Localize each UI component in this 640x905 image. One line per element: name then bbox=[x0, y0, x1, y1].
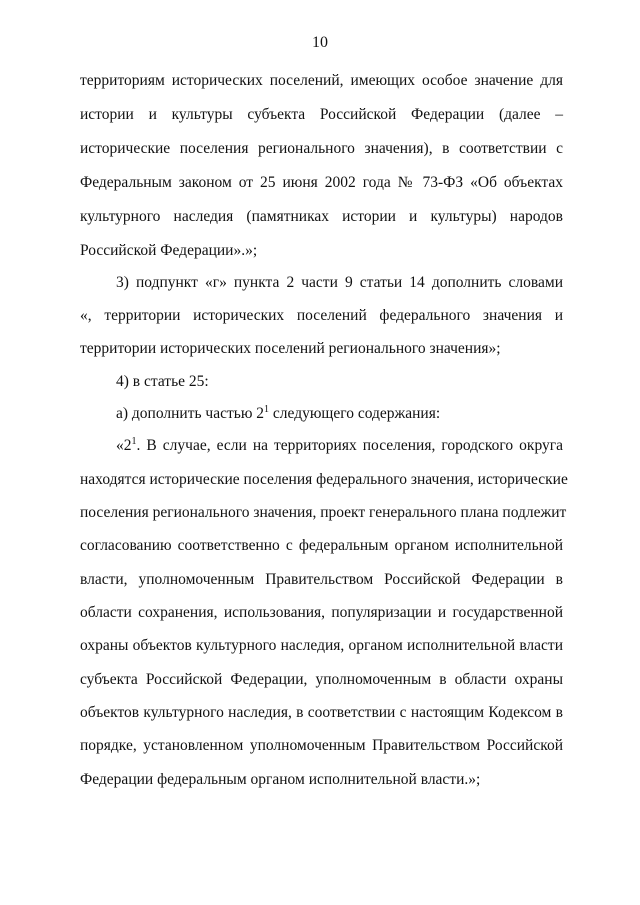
text-line: Российской Федерации».»; bbox=[80, 242, 258, 259]
text-line: территории исторических поселений регионального значения»; bbox=[80, 340, 501, 357]
text-line: объектов культурного наследия, в соответствии с настоящим Кодексом в bbox=[80, 704, 563, 721]
text-line-part-intro bbox=[116, 405, 563, 423]
text-line-quote-start bbox=[116, 437, 563, 455]
text-line: власти, уполномоченным Правительством Российской Федерации в bbox=[80, 571, 563, 588]
text-line: области сохранения, использования, популяризации и государственной bbox=[80, 604, 563, 621]
page-number: 10 bbox=[312, 34, 328, 51]
text-line: территориям исторических поселений, имеющих особое значение для bbox=[80, 72, 563, 89]
text-line: истории и культуры субъекта Российской Федерации (далее – bbox=[80, 106, 563, 123]
text-line: 3) подпункт «г» пункта 2 части 9 статьи 14 дополнить словами bbox=[116, 274, 563, 291]
text-fragment: а) дополнить частью 2 bbox=[116, 405, 265, 422]
text-line: субъекта Российской Федерации, уполномоченным в области охраны bbox=[80, 671, 563, 688]
text-fragment: «2 bbox=[116, 437, 132, 454]
text-line: Федерации федеральным органом исполнительной власти.»; bbox=[80, 771, 481, 788]
text-line: находятся исторические поселения федерального значения, исторические bbox=[80, 471, 568, 488]
text-fragment: следующего содержания: bbox=[269, 405, 441, 422]
text-line: согласованию соответственно с федеральным органом исполнительной bbox=[80, 537, 563, 554]
text-line: поселения регионального значения, проект генерального плана подлежит bbox=[80, 504, 567, 521]
text-line: «, территории исторических поселений федерального значения и bbox=[80, 307, 563, 324]
text-line: Федеральным законом от 25 июня 2002 года № 73-ФЗ «Об объектах bbox=[80, 174, 563, 191]
text-line: порядке, установленном уполномоченным Правительством Российской bbox=[80, 737, 563, 754]
text-line: исторические поселения регионального значения), в соответствии с bbox=[80, 140, 563, 157]
text-line: культурного наследия (памятниках истории и культуры) народов bbox=[80, 208, 563, 225]
text-fragment: . В случае, если на территориях поселения, городского округа bbox=[136, 437, 563, 454]
text-line: охраны объектов культурного наследия, органом исполнительной власти bbox=[80, 637, 563, 654]
text-line: 4) в статье 25: bbox=[116, 373, 209, 390]
superscript: 1 bbox=[131, 435, 137, 447]
superscript: 1 bbox=[264, 403, 270, 415]
